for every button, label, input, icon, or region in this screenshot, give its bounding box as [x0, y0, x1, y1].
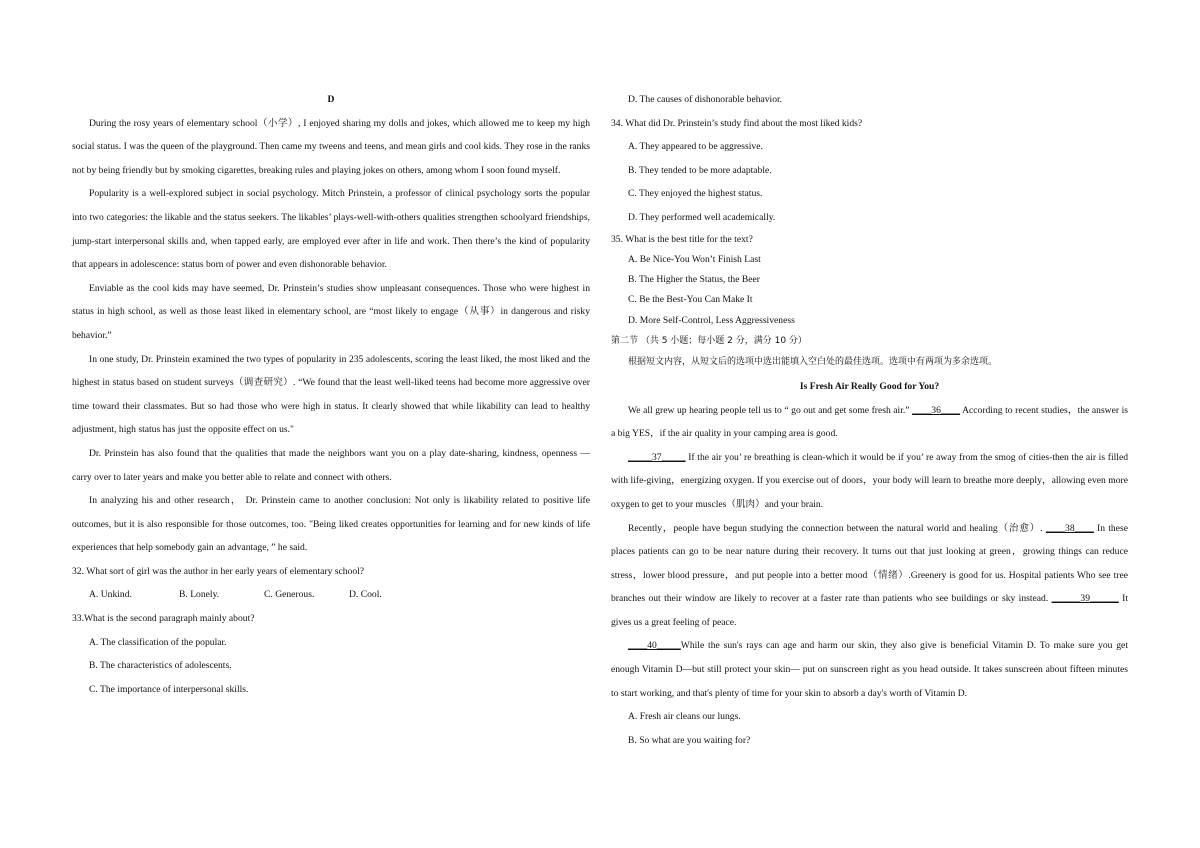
option-d: D. Cool.: [349, 589, 382, 601]
cloze-text: In these places patients can go to be near nature during their recovery. It turns out that just looking at green，growing things can reduce stress，lower blood pressure，and put people into a better mood（情绪）.Greenery is good for us. Hospital patients Who see tree branches out their window are likely to recover at a faster rate than patients who see buildings or sky instead.: [611, 522, 1128, 605]
passage-paragraph-4: In one study, Dr. Prinstein examined the two types of popularity in 235 adolescents, scoring the least liked, the most liked and the highest in status based on student surveys（调查研究）. “We found that the least well-liked teens had become more aggressive over time toward their classmates. But so had those who were high in status. It clearly showed that while likability can lead to healthy adjustment, high status has just the opposite effect on us.": [72, 353, 590, 436]
blank-39: ______39______: [1051, 593, 1119, 605]
passage-paragraph-3: Enviable as the cool kids may have seemed, Dr. Prinstein’s studies show unpleasant consequences. Those who were highest in status in high school, as well as those least liked in elementary school, are “most likely to engage（从事）in dangerous and risky behavior.”: [72, 282, 590, 341]
question-33: 33.What is the second paragraph mainly about?: [72, 613, 255, 625]
option-d: D. They performed well academically.: [628, 211, 776, 223]
option-a: A. The classification of the popular.: [89, 636, 227, 648]
passage-paragraph-1: During the rosy years of elementary school（小学）, I enjoyed sharing my dolls and jokes, which allowed me to keep my high social status. I was the queen of the playground. Then came my tweens and teens, and mean girls and cool kids. They rose in the ranks not by being friendly but by smoking cigarettes, breaking rules and playing jokes on others, among whom I soon found myself.: [72, 117, 590, 176]
passage-paragraph-6: In analyzing his and other research， Dr. Prinstein came to another conclusion: Not only is likability related to positive life outcomes, but it is also responsible for those outcomes, too. "Being liked creates opportunities for learning and for new kinds of life experiences that help somebody gain an advantage, ” he said.: [72, 495, 590, 554]
question-35-block: [611, 230, 1128, 352]
section2-instruction: 根据短文内容，从短文后的选项中选出能填入空白处的最佳选项。选项中有两项为多余选项。: [628, 357, 998, 368]
question-34: 34. What did Dr. Prinstein’s study find about the most liked kids?: [611, 117, 863, 129]
question-32: 32. What sort of girl was the author in her early years of elementary school?: [72, 565, 365, 577]
blank-36: ____36____: [912, 404, 961, 416]
left-column: [72, 88, 590, 701]
option-b: B. The Higher the Status, the Beer: [628, 274, 760, 286]
passage-paragraph-2: Popularity is a well-explored subject in social psychology. Mitch Prinstein, a professor of clinical psychology sorts the popular into two categories: the likable and the status seekers. The likables’ plays-well-with-others qualities strengthen schoolyard friendships, jump-start interpersonal skills and, when tapped early, are employed ever after in life and work. Then there’s the kind of popularity that appears in adolescence: status born of power and even dishonorable behavior.: [72, 188, 590, 271]
option-d: D. The causes of dishonorable behavior.: [628, 94, 783, 105]
cloze-text: While the sun's rays can age and harm our skin, they also give is beneficial Vitamin D. To make sure you get enough Vitamin D—but still protect your skin— put on sunscreen right as you head outside. It takes sunscreen about fifteen minutes to start working, and that's plenty of time for your skin to absorb a day's worth of Vitamin D.: [611, 640, 1128, 699]
section-title: D: [327, 94, 335, 105]
option-b: B. They tended to be more adaptable.: [628, 164, 772, 176]
option-c: C. Generous.: [264, 589, 315, 601]
right-column: [611, 88, 1128, 752]
cloze-paragraph-3: [611, 517, 1128, 635]
cloze-paragraph-4: [611, 634, 1128, 705]
option-c: C. The importance of interpersonal skills.: [89, 683, 249, 695]
question-35: 35. What is the best title for the text?: [611, 233, 753, 245]
cloze-text: According to recent studies，the answer is a big YES，if the air quality in your camping area is good.: [611, 404, 1129, 440]
option-a: A. Be Nice-You Won’t Finish Last: [628, 253, 761, 265]
question-32-options: [72, 583, 590, 607]
blank-38: ____38____: [1045, 522, 1094, 534]
option-b: B. The characteristics of adolescents.: [89, 660, 232, 672]
option-a: A. They appeared to be aggressive.: [628, 141, 763, 153]
cloze-text: It gives us a great feeling of peace.: [611, 593, 1128, 628]
option-c: C. They enjoyed the highest status.: [628, 188, 763, 200]
choice-b: B. So what are you waiting for?: [628, 734, 751, 746]
passage-paragraph-5: Dr. Prinstein has also found that the qualities that made the neighbors want you on a play date-sharing, kindness, openness — carry over to later years and make you better able to relate and connect with others.: [72, 447, 590, 483]
cloze-paragraph-2: [611, 446, 1128, 517]
option-d: D. More Self-Control, Less Aggressiveness: [628, 314, 795, 326]
option-b: B. Lonely.: [179, 589, 220, 601]
choice-a: A. Fresh air cleans our lungs.: [628, 711, 741, 723]
cloze-text: We all grew up hearing people tell us to “ go out and get some fresh air.”: [628, 404, 913, 416]
blank-37: _____37_____: [628, 451, 686, 463]
option-c: C. Be the Best-You Can Make It: [628, 294, 753, 306]
passage-title: Is Fresh Air Really Good for You?: [799, 380, 940, 392]
cloze-paragraph-1: [611, 399, 1128, 446]
section2-header: 第二节 （共 5 小题；每小题 2 分，满分 10 分）: [611, 336, 807, 347]
cloze-text: If the air you’ re breathing is clean-which it would be if you’ re away from the smog of cities-then the air is filled with life-giving，energizing oxygen. If you exercise out of doors，your body will learn to breathe more deeply，allowing even more oxygen to get to your muscles（肌肉）and your brain.: [611, 451, 1128, 510]
option-a: A. Unkind.: [89, 589, 132, 601]
cloze-text: Recently，people have begun studying the connection between the natural world and healing（治愈）.: [628, 522, 1046, 534]
blank-40: ____40_____: [628, 640, 681, 652]
